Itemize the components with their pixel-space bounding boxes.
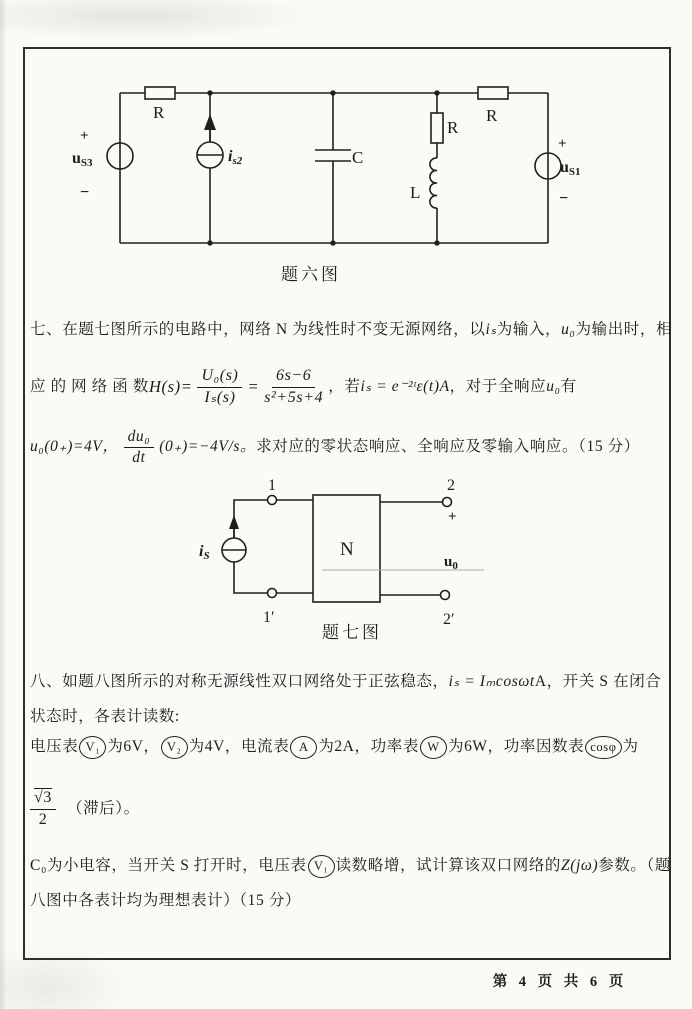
fig6-caption: 题六图 bbox=[281, 265, 341, 284]
is-cos-expression: iₛ = Iₘcosωt bbox=[448, 673, 535, 690]
terminal-2-label: 2 bbox=[447, 477, 455, 494]
z-jw-symbol: Z(jω) bbox=[561, 856, 599, 874]
ammeter-icon: A bbox=[290, 736, 317, 759]
hs-frac1-den: Iₛ(s) bbox=[204, 388, 236, 406]
hs-frac2-den: s²+5s+4 bbox=[264, 388, 324, 406]
u0-symbol2: u₀ bbox=[546, 377, 561, 395]
us1-label: uS1 bbox=[560, 159, 581, 178]
q8-line3-s3: 为4V，电流表 bbox=[188, 737, 290, 755]
q8-line4-s3: 参数。（题 bbox=[598, 856, 671, 874]
fig6-wires bbox=[120, 93, 548, 243]
q8-line2-text: 状态时，各表计读数: bbox=[30, 708, 180, 725]
q8-line4 bbox=[30, 853, 671, 879]
q8-line3-s5: 为6W，功率因数表 bbox=[447, 737, 585, 755]
capacitor-label: C bbox=[352, 148, 364, 167]
q7-line1-text: 七、在题七图所示的电路中，网络 N 为线性时不变无源网络，以 bbox=[30, 321, 486, 338]
inductor-icon bbox=[430, 158, 437, 208]
q8-line3-s1: 电压表 bbox=[30, 737, 79, 755]
resistor-topright-label: R bbox=[486, 106, 498, 125]
u0-initial-value: u₀(0₊)=4V， bbox=[30, 437, 119, 455]
is-arrow-head bbox=[229, 515, 239, 529]
q8-line4-s1: C₀为小电容，当开关 S 打开时，电压表 bbox=[30, 856, 307, 874]
hs-frac1-num: U₀(s) bbox=[197, 367, 242, 387]
fig7-caption: 题七图 bbox=[322, 623, 382, 642]
power-factor-meter-icon: cosφ bbox=[585, 736, 621, 759]
du0-dt-fraction bbox=[124, 428, 155, 467]
hs-frac2-num: 6s−6 bbox=[272, 367, 315, 387]
voltmeter-1-icon-2: V₁ bbox=[308, 855, 335, 878]
q8-line4-s2: 读数略增，试计算该双口网络的 bbox=[335, 856, 562, 874]
resistor-topleft-icon bbox=[145, 87, 175, 99]
us3-plus-sign: + bbox=[80, 128, 89, 144]
q8-line2 bbox=[30, 707, 666, 727]
q7-line1 bbox=[30, 320, 673, 340]
sqrt3-over-2-fraction bbox=[30, 789, 56, 829]
q7-u0-symbol: u₀ bbox=[561, 321, 576, 338]
du0-den: dt bbox=[132, 448, 146, 466]
q8-line1-text: 八、如题八图所示的对称无源线性双口网络处于正弦稳态， bbox=[30, 673, 449, 690]
q8-line5 bbox=[30, 891, 666, 911]
terminal-1p-label: 1′ bbox=[263, 609, 275, 626]
capacitor-icon bbox=[315, 93, 351, 243]
equals-sign: = bbox=[247, 377, 260, 397]
voltmeter-2-icon: V₂ bbox=[161, 736, 188, 759]
q8-line3-s2: 为6V， bbox=[107, 737, 160, 755]
q8-line3 bbox=[30, 734, 666, 760]
lagging-note: （滞后）。 bbox=[66, 799, 140, 817]
us1-plus-sign: + bbox=[558, 136, 567, 152]
q8-line3-s6: 为 bbox=[622, 737, 639, 755]
q8-line1 bbox=[30, 672, 666, 692]
voltmeter-1-icon: V₁ bbox=[79, 736, 106, 759]
terminal-2p-label: 2′ bbox=[443, 611, 455, 628]
sqrt3-denominator: 2 bbox=[38, 810, 48, 828]
is2-arrow-head bbox=[204, 114, 216, 130]
inductor-label: L bbox=[410, 183, 421, 202]
wattmeter-icon: W bbox=[420, 736, 447, 759]
q7-line2-lead: 应 的 网 络 函 数 bbox=[30, 377, 149, 395]
fig7-top-left-wire bbox=[234, 500, 313, 538]
hs-fraction-1 bbox=[197, 367, 242, 407]
resistor-vertical-icon bbox=[431, 113, 443, 143]
u0-plus-sign: + bbox=[448, 509, 457, 525]
us1-minus-sign: − bbox=[559, 190, 569, 207]
us3-minus-sign: − bbox=[80, 184, 90, 201]
q7-line3-tail: 求对应的零状态响应、全响应及零输入响应。（15 分） bbox=[256, 437, 640, 455]
u0-label: $u_0$ bbox=[444, 554, 458, 572]
q8-line5-text: 八图中各表计均为理想表计）（15 分） bbox=[30, 892, 302, 909]
q7-line1-text3: 为输出时，相 bbox=[575, 321, 673, 338]
hs-function: H(s)= bbox=[148, 377, 193, 397]
q8-line3-s4: 为2A，功率表 bbox=[318, 737, 419, 755]
q7-line2-t3: 有 bbox=[560, 377, 577, 395]
page-number: 第 4 页 共 6 页 bbox=[492, 974, 628, 990]
sqrt3-numerator: √3 bbox=[30, 789, 56, 809]
q8-line1-text2: A，开关 S 在闭合 bbox=[534, 673, 662, 690]
resistor-vertical-label: R bbox=[447, 118, 459, 137]
us3-label: uS3 bbox=[72, 150, 93, 169]
network-N-label: N bbox=[340, 539, 354, 560]
is-expression: iₛ = e⁻²ᵗε(t)A bbox=[360, 377, 450, 395]
q7-is-symbol: iₛ bbox=[485, 321, 497, 338]
q7-line3 bbox=[30, 424, 666, 470]
q8-fraction-line bbox=[30, 780, 666, 838]
hs-fraction-2 bbox=[264, 367, 323, 407]
terminal-1-label: 1 bbox=[268, 477, 276, 494]
q7-line1-text2: 为输入， bbox=[496, 321, 562, 338]
resistor-topleft-label: R bbox=[153, 103, 165, 122]
resistor-topright-icon bbox=[478, 87, 508, 99]
du0-num: du₀ bbox=[124, 428, 155, 448]
is2-label: is2 bbox=[228, 148, 243, 167]
is-label: iS bbox=[199, 543, 210, 562]
fig6-node-dots bbox=[207, 90, 439, 245]
q7-line2-t1: ，若 bbox=[328, 377, 361, 395]
q7-line2-t2: ，对于全响应 bbox=[449, 377, 547, 395]
du0-initial-value: (0₊)=−4V/s。 bbox=[159, 437, 257, 455]
q7-line2 bbox=[30, 355, 666, 419]
